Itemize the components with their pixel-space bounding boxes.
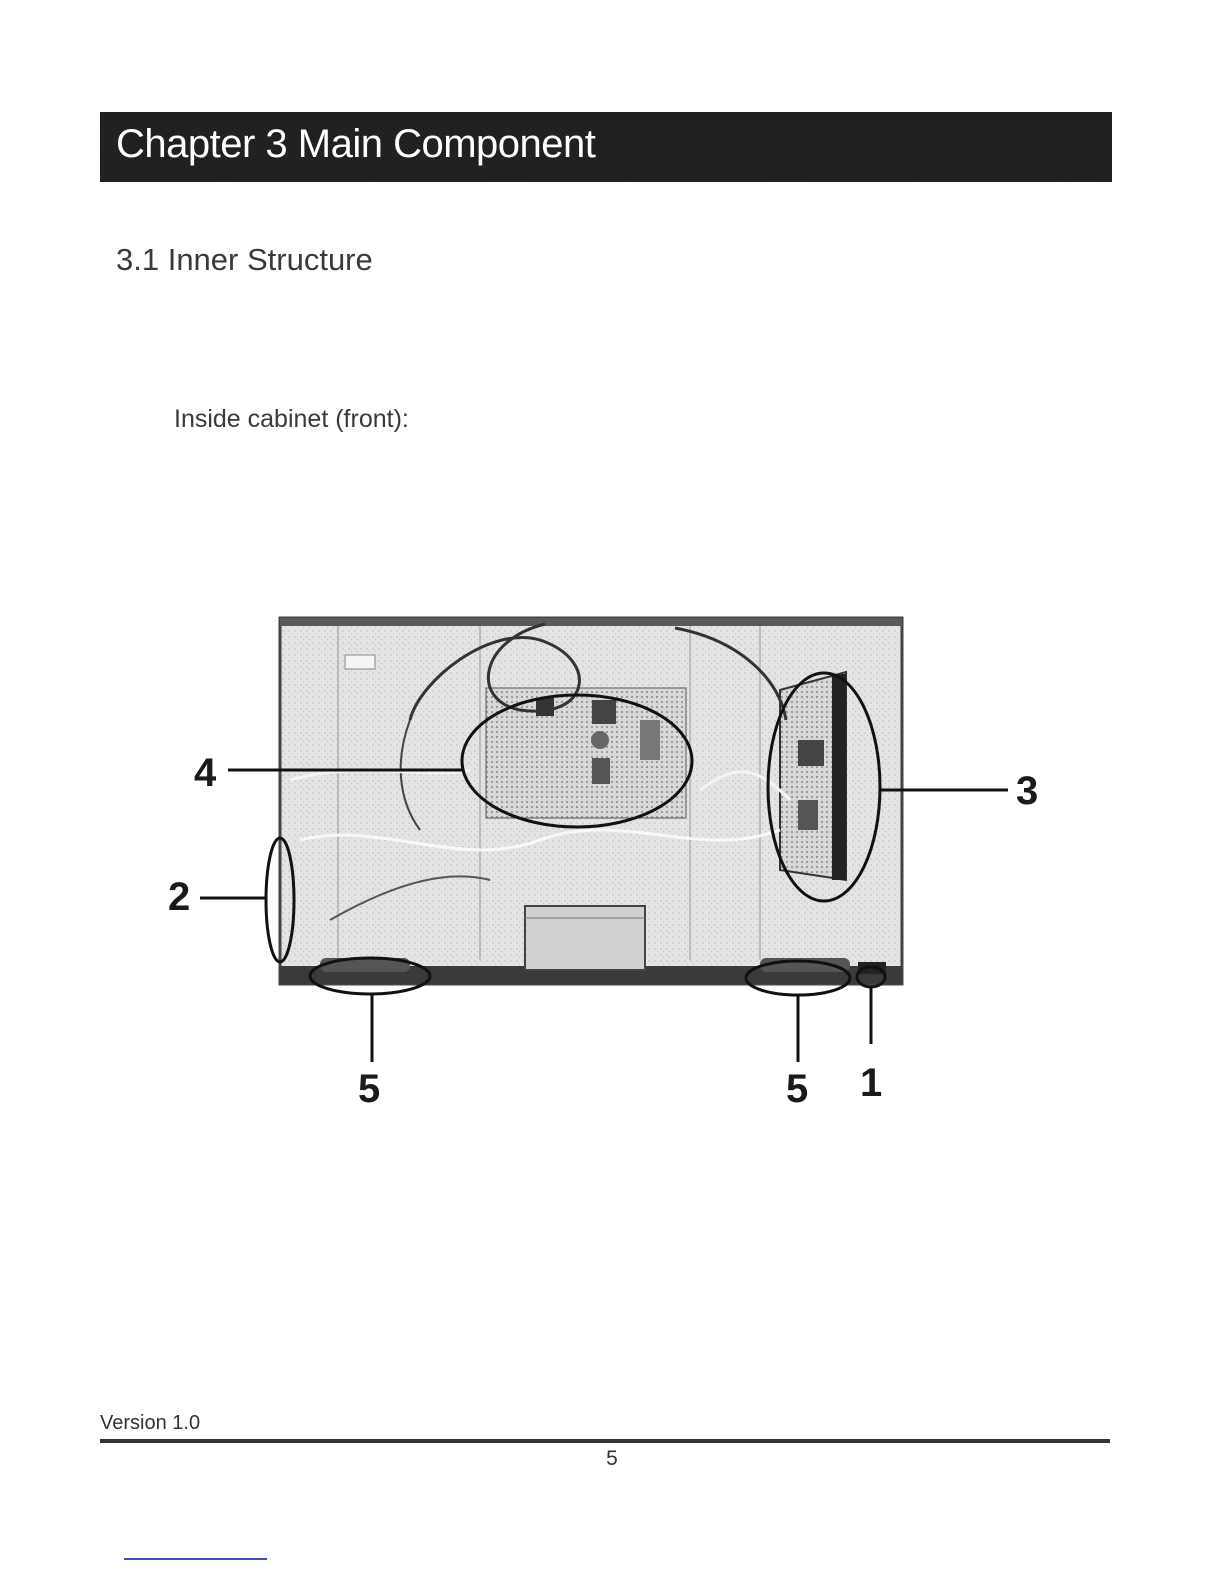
callout-3-label: 3 [1016, 769, 1039, 813]
power-board [486, 688, 686, 818]
callout-5-right-label: 5 [786, 1067, 809, 1111]
figure-caption: Inside cabinet (front): [174, 405, 409, 433]
stand-bracket [525, 906, 645, 970]
callout-4-label: 4 [194, 751, 217, 795]
chapter-title: Chapter 3 Main Component [116, 122, 596, 166]
callout-1-label: 1 [860, 1061, 883, 1105]
link-underline [124, 1558, 267, 1560]
callout-2-label: 2 [168, 875, 191, 919]
version-label: Version 1.0 [100, 1412, 201, 1434]
callout-5-left-label: 5 [358, 1067, 381, 1111]
footer-divider [100, 1439, 1110, 1443]
section-title: 3.1 Inner Structure [116, 242, 373, 277]
tv-cabinet-photo [280, 618, 902, 984]
main-board [780, 672, 846, 880]
page-number: 5 [606, 1447, 618, 1470]
